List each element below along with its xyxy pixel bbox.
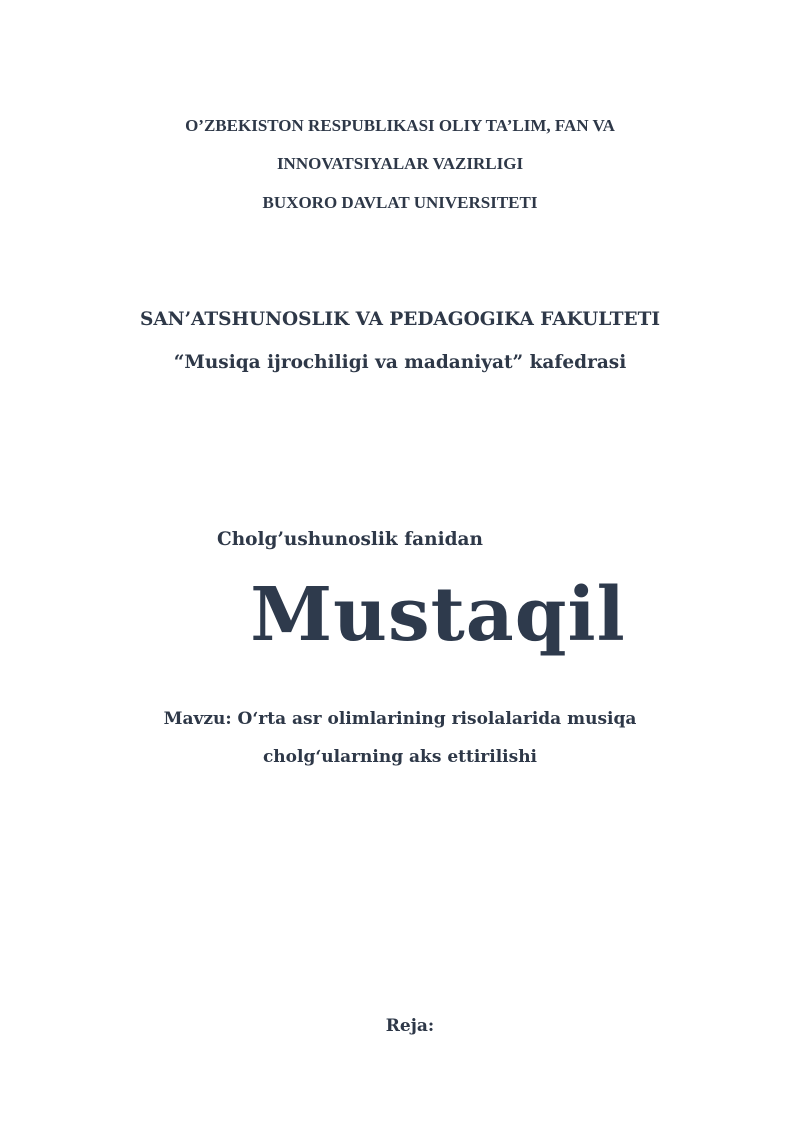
- university-name: BUXORO DAVLAT UNIVERSITETI: [262, 193, 538, 212]
- faculty-name: SAN’ATSHUNOSLIK VA PEDAGOGIKA FAKULTETI: [139, 309, 661, 330]
- topic-line-2: cholg‘ularning aks ettirilishi: [262, 747, 538, 767]
- plan-label: Reja:: [385, 1016, 435, 1036]
- chair-name: “Musiqa ijrochiligi va madaniyat” kafedrasi: [173, 352, 627, 373]
- work-title: Mustaqil: [250, 572, 626, 658]
- subject-line: Cholg’ushunoslik fanidan: [216, 529, 483, 550]
- ministry-line-1: O’ZBEKISTON RESPUBLIKASI OLIY TA’LIM, FAN VA: [185, 116, 615, 135]
- topic-line-1: Mavzu: O‘rta asr olimlarining risolalarida musiqa: [163, 709, 637, 729]
- ministry-line-2: INNOVATSIYALAR VAZIRLIGI: [276, 154, 524, 173]
